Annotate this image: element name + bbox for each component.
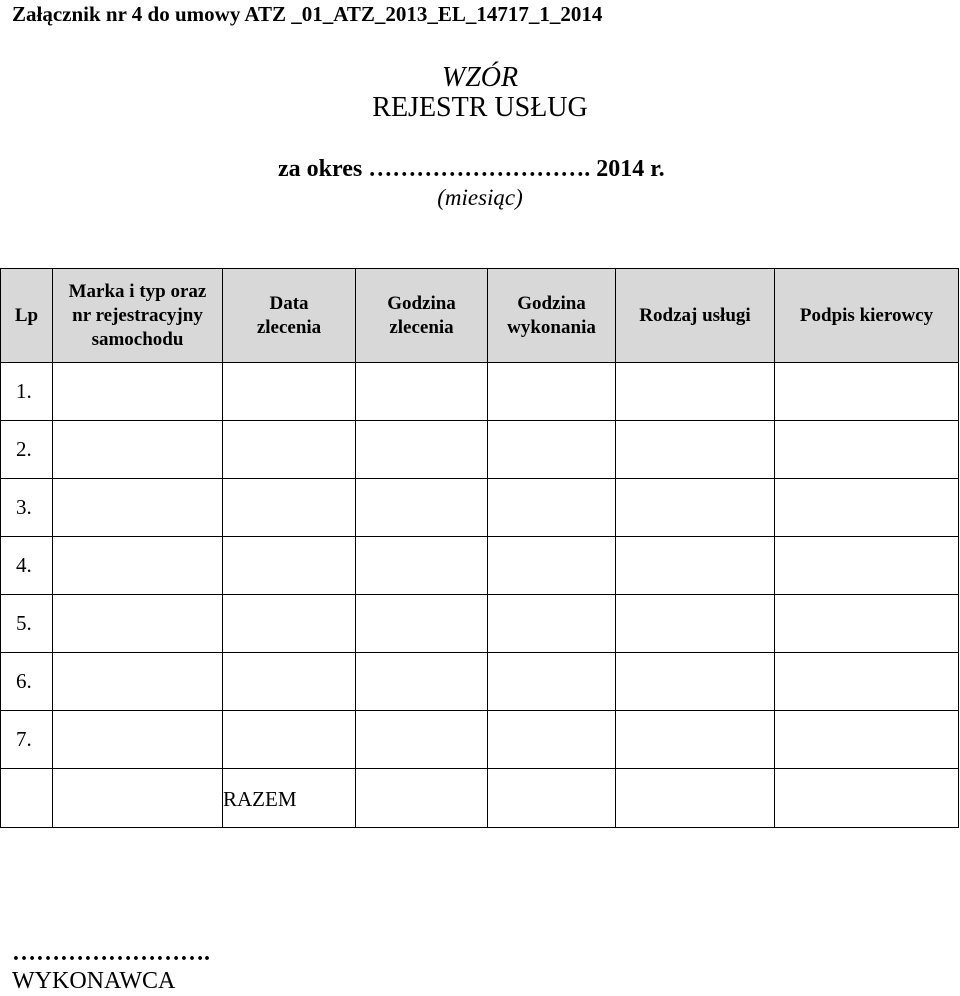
column-header-completion-time: Godzina wykonania (488, 269, 616, 363)
total-lp-cell (1, 769, 53, 828)
order-date-cell[interactable] (223, 595, 356, 653)
order-date-cell[interactable] (223, 537, 356, 595)
period-dots: ………………………. (368, 156, 591, 182)
table-header-row (1, 269, 959, 363)
row-number: 4. (1, 537, 53, 595)
table-row (1, 479, 959, 537)
column-header-order-date: Data zlecenia (223, 269, 356, 363)
total-service-type-cell[interactable] (616, 769, 775, 828)
column-header-service-type: Rodzaj usługi (616, 269, 775, 363)
column-header-order-time: Godzina zlecenia (356, 269, 488, 363)
total-driver-signature-cell[interactable] (775, 769, 959, 828)
completion-time-cell[interactable] (488, 421, 616, 479)
row-number: 3. (1, 479, 53, 537)
total-vehicle-cell (53, 769, 223, 828)
total-label: RAZEM (223, 787, 297, 811)
row-number: 6. (1, 653, 53, 711)
total-order-time-cell[interactable] (356, 769, 488, 828)
order-time-cell[interactable] (356, 363, 488, 421)
driver-signature-cell[interactable] (775, 421, 959, 479)
row-number: 2. (1, 421, 53, 479)
service-type-cell[interactable] (616, 653, 775, 711)
service-type-cell[interactable] (616, 479, 775, 537)
vehicle-cell[interactable] (53, 421, 223, 479)
table-row (1, 653, 959, 711)
period-year: 2014 r. (596, 156, 665, 182)
driver-signature-cell[interactable] (775, 537, 959, 595)
service-type-cell[interactable] (616, 595, 775, 653)
completion-time-cell[interactable] (488, 537, 616, 595)
total-row (1, 769, 959, 828)
table-row (1, 595, 959, 653)
total-completion-time-cell[interactable] (488, 769, 616, 828)
table-row (1, 421, 959, 479)
service-type-cell[interactable] (616, 711, 775, 769)
order-date-cell[interactable] (223, 479, 356, 537)
vehicle-cell[interactable] (53, 653, 223, 711)
order-date-cell[interactable] (223, 421, 356, 479)
driver-signature-cell[interactable] (775, 653, 959, 711)
completion-time-cell[interactable] (488, 653, 616, 711)
completion-time-cell[interactable] (488, 711, 616, 769)
service-type-cell[interactable] (616, 537, 775, 595)
total-label-cell (223, 769, 356, 828)
table-row (1, 363, 959, 421)
services-register-table (0, 268, 959, 828)
month-hint: (miesiąc) (437, 185, 523, 210)
vehicle-cell[interactable] (53, 595, 223, 653)
completion-time-cell[interactable] (488, 595, 616, 653)
completion-time-cell[interactable] (488, 479, 616, 537)
order-date-cell[interactable] (223, 711, 356, 769)
period-line (278, 156, 665, 183)
row-number: 7. (1, 711, 53, 769)
vehicle-cell[interactable] (53, 537, 223, 595)
column-header-vehicle: Marka i typ oraz nr rejestracyjny samochodu (53, 269, 223, 363)
order-date-cell[interactable] (223, 653, 356, 711)
driver-signature-cell[interactable] (775, 711, 959, 769)
table-row (1, 537, 959, 595)
column-header-driver-signature: Podpis kierowcy (775, 269, 959, 363)
signature-dots: ……………………. (12, 940, 210, 966)
driver-signature-cell[interactable] (775, 595, 959, 653)
order-date-cell[interactable] (223, 363, 356, 421)
column-header-lp: Lp (1, 269, 53, 363)
order-time-cell[interactable] (356, 711, 488, 769)
order-time-cell[interactable] (356, 595, 488, 653)
order-time-cell[interactable] (356, 653, 488, 711)
contractor-label: WYKONAWCA (12, 968, 176, 994)
document-title: REJESTR USŁUG (372, 92, 588, 123)
row-number: 5. (1, 595, 53, 653)
row-number: 1. (1, 363, 53, 421)
service-type-cell[interactable] (616, 421, 775, 479)
vehicle-cell[interactable] (53, 479, 223, 537)
vehicle-cell[interactable] (53, 363, 223, 421)
table-row (1, 711, 959, 769)
vehicle-cell[interactable] (53, 711, 223, 769)
service-type-cell[interactable] (616, 363, 775, 421)
driver-signature-cell[interactable] (775, 479, 959, 537)
order-time-cell[interactable] (356, 421, 488, 479)
driver-signature-cell[interactable] (775, 363, 959, 421)
completion-time-cell[interactable] (488, 363, 616, 421)
period-prefix: za okres (278, 156, 363, 182)
order-time-cell[interactable] (356, 479, 488, 537)
template-label: WZÓR (441, 62, 519, 93)
order-time-cell[interactable] (356, 537, 488, 595)
annex-heading: Załącznik nr 4 do umowy ATZ _01_ATZ_2013_EL_14717_1_2014 (12, 2, 603, 26)
